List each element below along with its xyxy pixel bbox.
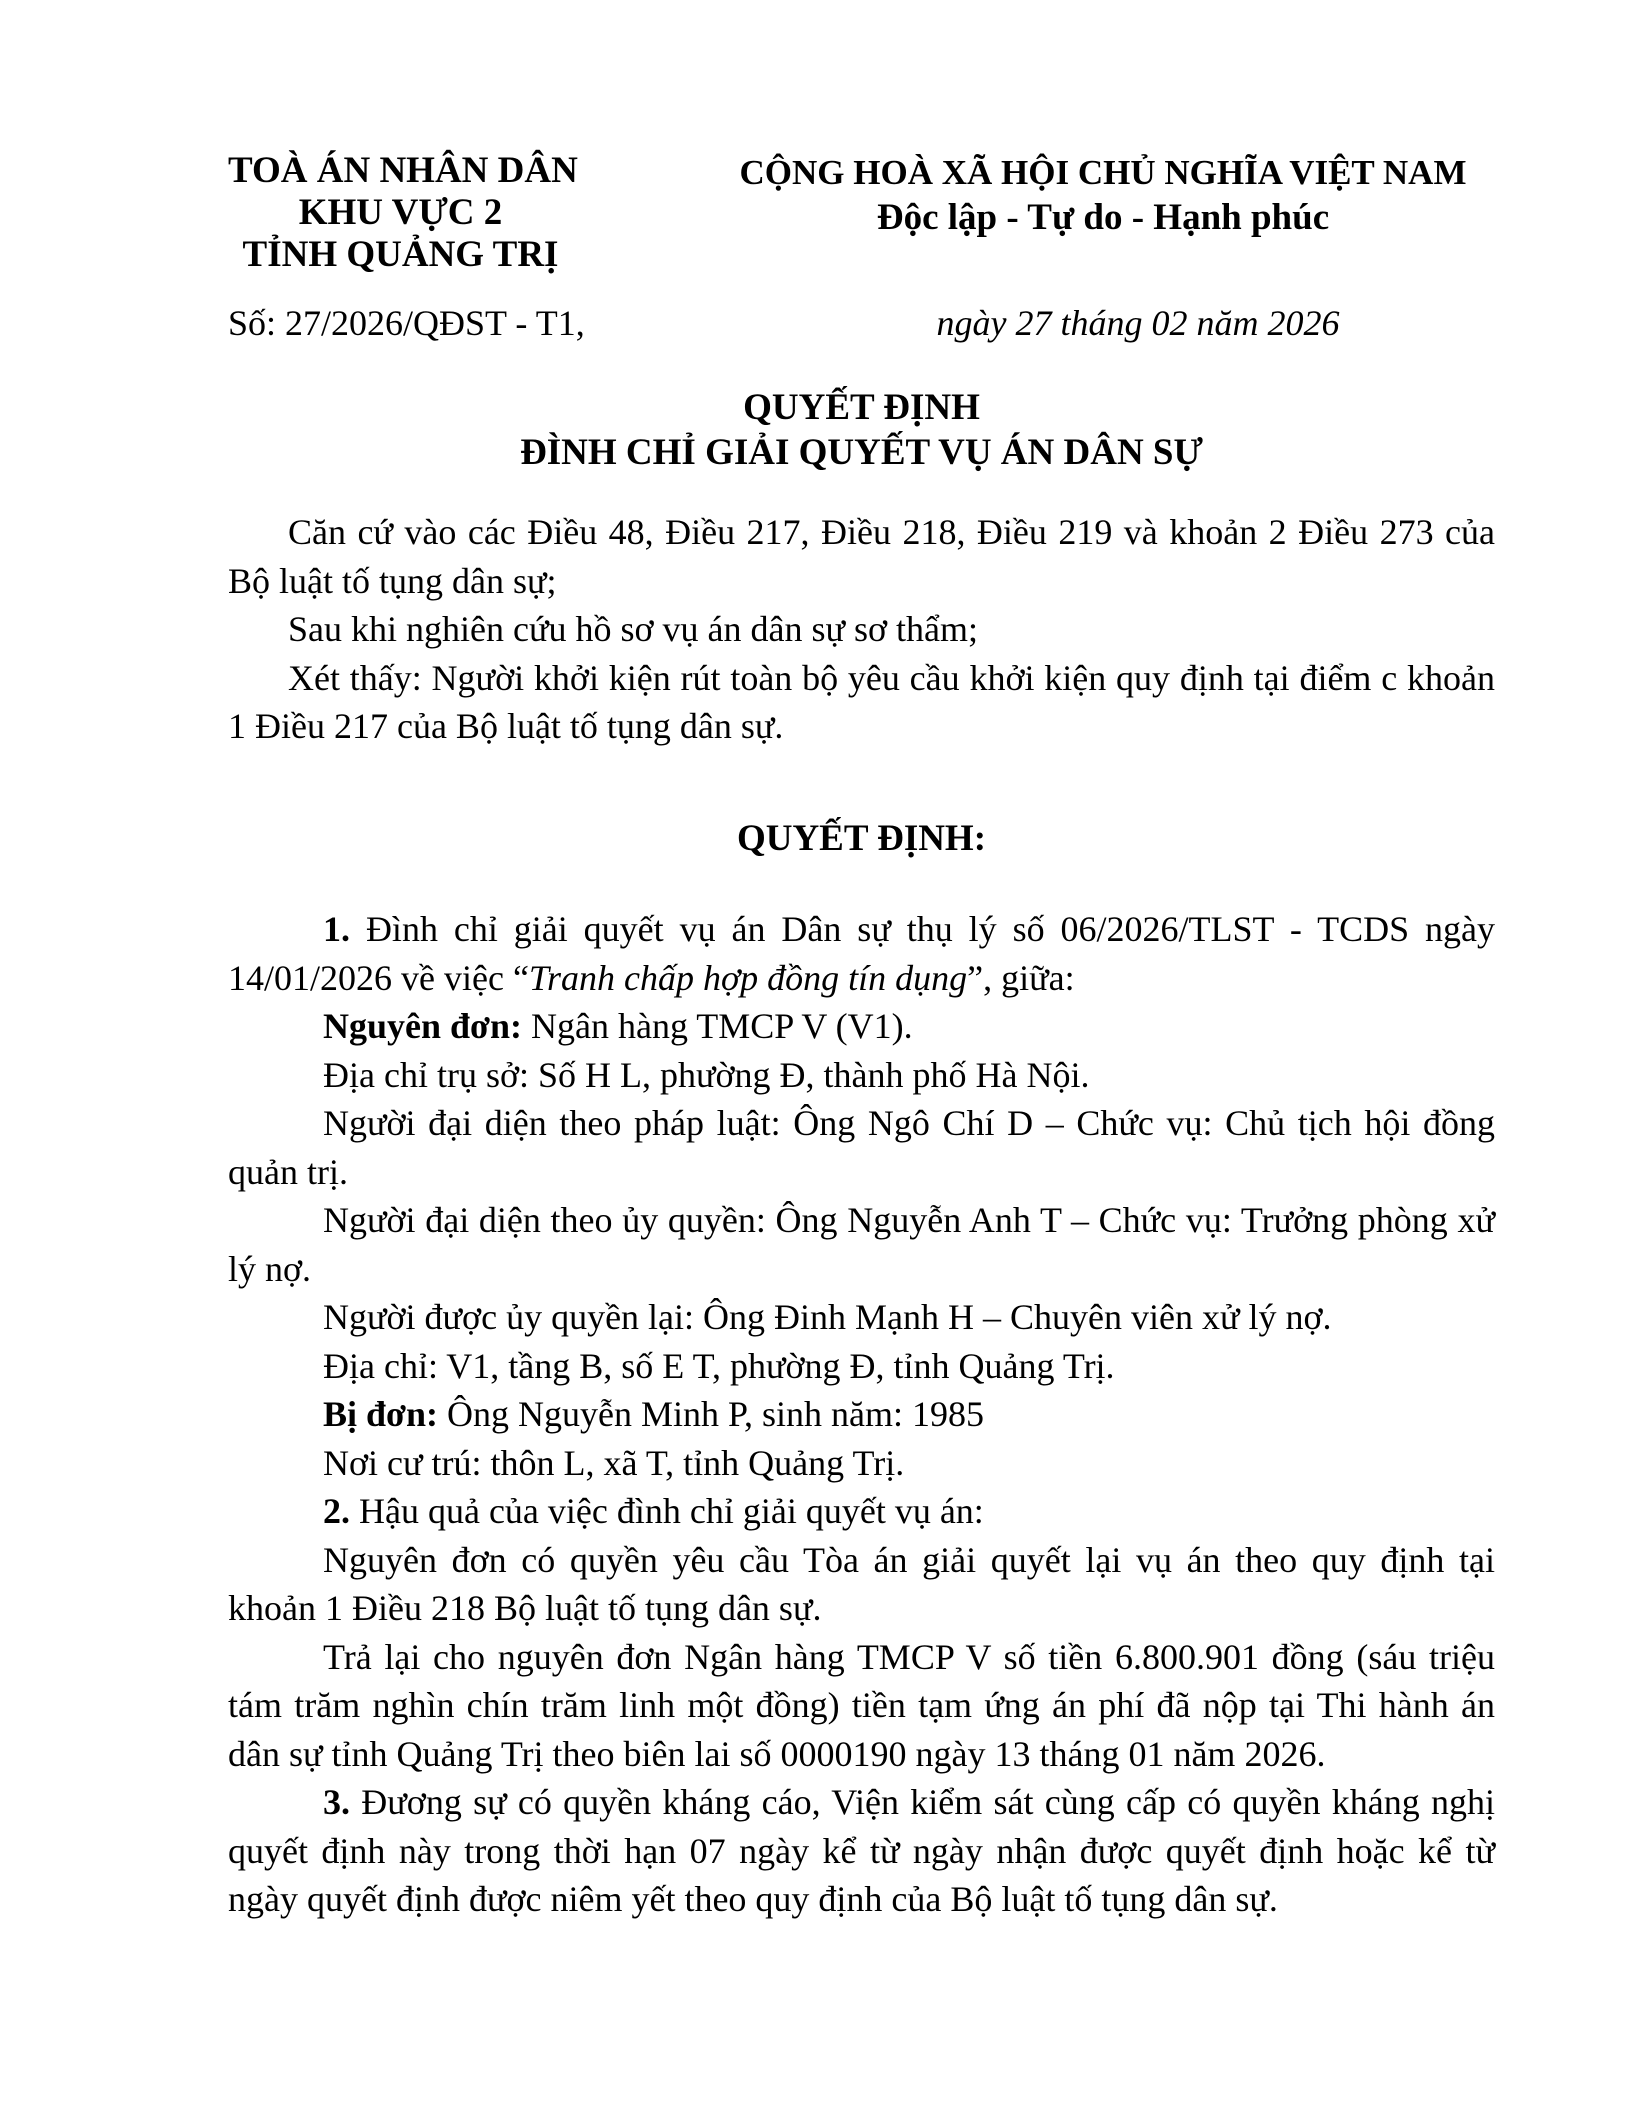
representative-address [228, 1342, 1495, 1391]
consequence-right [228, 1536, 1495, 1633]
defendant-residence [228, 1439, 1495, 1488]
preamble-finding [228, 654, 1495, 751]
document-title: QUYẾT ĐỊNH [743, 387, 980, 428]
authorized-representative [228, 1196, 1495, 1293]
text-run: Địa chỉ trụ sở: Số H L, phường Đ, thành phố Hà Nội. [323, 1054, 1090, 1095]
text-run: 1. [323, 909, 366, 949]
text-run: Ngân hàng TMCP V (V1). [521, 1006, 913, 1046]
refund-clause [228, 1633, 1495, 1779]
text-run: 2. [323, 1491, 359, 1531]
national-motto-block [723, 150, 1483, 240]
decision-heading: QUYẾT ĐỊNH: [736, 817, 987, 859]
court-name-line3: TỈNH QUẢNG TRỊ [242, 234, 559, 275]
text-run: ”, giữa: [967, 957, 1075, 998]
plaintiff-address [228, 1051, 1495, 1100]
court-header-block [228, 150, 578, 276]
defendant-line [228, 1390, 1495, 1439]
text-run: Nguyên đơn có quyền yêu cầu Tòa án giải quyết lại vụ án theo quy định tại khoản 1 Điều 218 Bộ luật tố tụng dân sự. [228, 1539, 1495, 1628]
document-subtitle: ĐÌNH CHỈ GIẢI QUYẾT VỤ ÁN DÂN SỰ [520, 432, 1203, 473]
text-run: Nơi cư trú: thôn L, xã T, tỉnh Quảng Trị. [323, 1442, 905, 1483]
national-motto: Độc lập - Tự do - Hạnh phúc [876, 197, 1330, 238]
court-name-line2: KHU VỰC 2 [298, 192, 503, 233]
national-title: CỘNG HOÀ XÃ HỘI CHỦ NGHĨA VIỆT NAM [739, 153, 1467, 192]
text-run: 3. [323, 1782, 362, 1822]
text-run: Căn cứ vào các Điều 48, Điều 217, Điều 218, Điều 219 và khoản 2 Điều 273 của Bộ luật tố tụng dân sự; [228, 512, 1495, 601]
case-number: Số: 27/2026/QĐST - T1, [228, 303, 585, 343]
plaintiff-line [228, 1002, 1495, 1051]
preamble-legal-basis [228, 508, 1495, 605]
decision-item-2 [228, 1487, 1495, 1536]
text-run: Người được ủy quyền lại: Ông Đinh Mạnh H – Chuyên viên xử lý nợ. [323, 1297, 1332, 1337]
text-run: Ông Nguyễn Minh P, sinh năm: 1985 [437, 1394, 984, 1434]
decision-item-1 [228, 905, 1495, 1002]
decision-item-3 [228, 1778, 1495, 1924]
text-run: Sau khi nghiên cứu hồ sơ vụ án dân sự sơ thẩm; [288, 609, 979, 649]
text-run: Bị đơn: [323, 1394, 438, 1434]
decision-body-section [228, 905, 1495, 1924]
text-run: Người đại diện theo pháp luật: Ông Ngô Chí D – Chức vụ: Chủ tịch hội đồng quản trị. [228, 1103, 1495, 1192]
preamble-section [228, 508, 1495, 751]
text-run: Nguyên đơn: [323, 1006, 522, 1046]
legal-representative [228, 1099, 1495, 1196]
document-body [228, 385, 1495, 1924]
text-run: Địa chỉ: V1, tầng B, số E T, phường Đ, tỉnh Quảng Trị. [323, 1345, 1115, 1386]
text-run: Xét thấy: Người khởi kiện rút toàn bộ yêu cầu khởi kiện quy định tại điểm c khoản 1 Điều 217 của Bộ luật tố tụng dân sự. [228, 657, 1495, 746]
text-run: Hậu quả của việc đình chỉ giải quyết vụ án: [359, 1491, 984, 1531]
text-run: Tranh chấp hợp đồng tín dụng [528, 957, 968, 998]
text-run: Người đại diện theo ủy quyền: Ông Nguyễn Anh T – Chức vụ: Trưởng phòng xử lý nợ. [228, 1200, 1495, 1289]
text-run: Đương sự có quyền kháng cáo, Viện kiểm sát cùng cấp có quyền kháng nghị quyết định này trong thời hạn 07 ngày kể từ ngày nhận được quyết định hoặc kể từ ngày quyết định được niêm yết theo quy định của Bộ luật tố tụng dân sự. [228, 1782, 1496, 1919]
text-run: Trả lại cho nguyên đơn Ngân hàng TMCP V số tiền 6.800.901 đồng (sáu triệu tám trăm nghìn chín trăm linh một đồng) tiền tạm ứng án phí đã nộp tại Thi hành án dân sự tỉnh Quảng Trị theo biên lai số 0000190 ngày 13 tháng 01 năm 2026. [228, 1636, 1495, 1774]
text-run: Đình chỉ giải quyết vụ án Dân sự thụ lý số 06/2026/TLST - TCDS ngày 14/01/2026 về việc “ [228, 909, 1496, 998]
sub-authorized-person [228, 1293, 1495, 1342]
preamble-case-review [228, 605, 1495, 654]
document-date: ngày 27 tháng 02 năm 2026 [936, 303, 1340, 343]
court-name-line1: TOÀ ÁN NHÂN DÂN [228, 150, 578, 191]
